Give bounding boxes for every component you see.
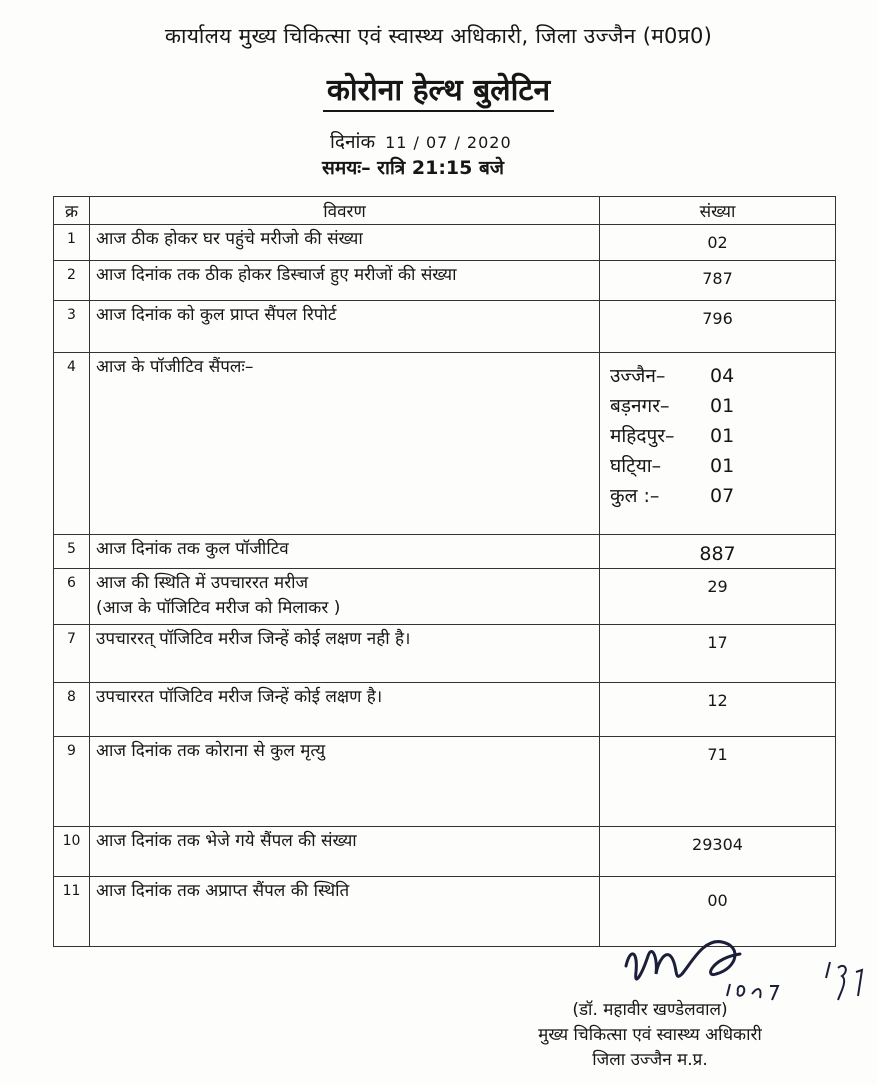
row-description: आज ठीक होकर घर पहुंचे मरीजो की संख्या <box>90 225 600 261</box>
row-value: 17 <box>600 625 836 683</box>
row-sn: 3 <box>54 301 90 353</box>
table-row <box>54 301 836 353</box>
table-row <box>54 827 836 877</box>
row-sn: 6 <box>54 569 90 625</box>
row-description: आज दिनांक तक भेजे गये सैंपल की संख्या <box>90 827 600 877</box>
row-description: उपचाररत पॉजिटिव मरीज जिन्हें कोई लक्षण है। <box>90 683 600 737</box>
column-header-count: संख्या <box>600 197 836 225</box>
row-sn: 10 <box>54 827 90 877</box>
list-item: महिदपुर– 01 <box>610 425 735 447</box>
table-header-row <box>54 197 836 225</box>
row-sn: 2 <box>54 261 90 301</box>
table-row <box>54 353 836 535</box>
positive-samples-list <box>606 361 829 511</box>
table-row <box>54 683 836 737</box>
row-description: आज दिनांक तक कुल पॉजीटिव <box>90 535 600 569</box>
row-value: 796 <box>600 301 836 353</box>
row-value: 02 <box>600 225 836 261</box>
column-header-sn: क्र <box>54 197 90 225</box>
time-line: समयः– रात्रि 21:15 बजे <box>322 157 504 179</box>
signature-block <box>500 998 800 1073</box>
row-sn: 1 <box>54 225 90 261</box>
list-item: कुल :– 07 <box>610 485 735 507</box>
positive-samples-cell <box>600 353 836 535</box>
row-description: आज दिनांक तक ठीक होकर डिस्चार्ज हुए मरीजों की संख्या <box>90 261 600 301</box>
row-value: 29 <box>600 569 836 625</box>
row-sn: 8 <box>54 683 90 737</box>
signatory-place: जिला उज्जैन म.प्र. <box>592 1050 708 1070</box>
row-sn: 11 <box>54 877 90 947</box>
table-row <box>54 569 836 625</box>
row-value: 887 <box>600 535 836 569</box>
table-row <box>54 225 836 261</box>
office-header: कार्यालय मुख्य चिकित्सा एवं स्वास्थ्य अधिकारी, जिला उज्जैन (म0प्र0) <box>164 24 713 48</box>
list-item: घटि्या– 01 <box>610 455 735 477</box>
table-row <box>54 737 836 827</box>
bulletin-title: कोरोना हेल्थ बुलेटिन <box>0 68 877 109</box>
row-sn: 7 <box>54 625 90 683</box>
table-row <box>54 535 836 569</box>
signatory-name: (डॉ. महावीर खण्डेलवाल) <box>572 1000 728 1020</box>
row-value: 71 <box>600 737 836 827</box>
table-row <box>54 261 836 301</box>
date-line: दिनांक 11 / 07 / 2020 <box>330 131 512 153</box>
row-description: आज दिनांक को कुल प्राप्त सैंपल रिपोर्ट <box>90 301 600 353</box>
row-sn: 9 <box>54 737 90 827</box>
row-description: आज के पॉजीटिव सैंपलः– <box>90 353 600 535</box>
bulletin-table <box>53 196 836 947</box>
row-value: 12 <box>600 683 836 737</box>
row-description: आज दिनांक तक अप्राप्त सैंपल की स्थिति <box>90 877 600 947</box>
list-item: उज्जैन– 04 <box>610 365 735 387</box>
table-row <box>54 625 836 683</box>
row-value: 787 <box>600 261 836 301</box>
row-description: आज की स्थिति में उपचाररत मरीज (आज के पॉजिटिव मरीज को मिलाकर ) <box>90 569 600 625</box>
row-description: आज दिनांक तक कोराना से कुल मृत्यु <box>90 737 600 827</box>
row-value: 00 <box>600 877 836 947</box>
list-item: बड़नगर– 01 <box>610 395 735 417</box>
row-sn: 4 <box>54 353 90 535</box>
signatory-designation: मुख्य चिकित्सा एवं स्वास्थ्य अधिकारी <box>538 1025 762 1045</box>
column-header-description: विवरण <box>90 197 600 225</box>
row-value: 29304 <box>600 827 836 877</box>
row-sn: 5 <box>54 535 90 569</box>
date-value: 11 / 07 / 2020 <box>385 133 512 152</box>
row-description: उपचाररत् पॉजिटिव मरीज जिन्हें कोई लक्षण नही है। <box>90 625 600 683</box>
handwritten-signature <box>612 928 872 1008</box>
